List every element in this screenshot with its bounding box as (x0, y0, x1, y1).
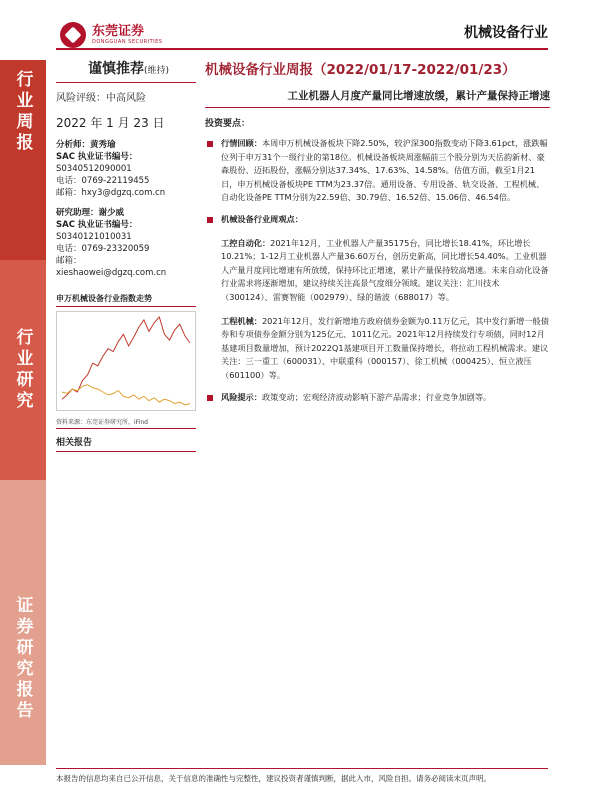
rating: 谨慎推荐(维持) (88, 61, 170, 77)
chart-frame (57, 312, 196, 411)
risk-warning: 风险提示：政策变动；宏观经济波动影响下游产品需求；行业竞争加剧等。 (205, 391, 550, 405)
market-review: 行情回顾：本周申万机械设备板块下降2.50%，较沪深300指数变动下降3.61pct，涨跌幅位列于申万31个一级行业的第18位。机械设备板块周涨幅前三个股分别为天岳韵新材、豪森股份、迈拓股份，涨幅分别达37.34%、17.63%、14.58%。估值方面，截至1月21日，申万机械设备板块PE TTM为23.37倍。通用设备、专用设备、轨交设备、工程机械、自动化设备PE TTM分别为22.59倍、30.79倍、16.52倍、15.06倍、46.54倍。 (205, 137, 550, 205)
report-title: 机械设备行业周报（2022/01/17-2022/01/23） (205, 62, 516, 78)
logo-english: DONGGUAN SECURITIES (92, 39, 163, 45)
related-reports[interactable]: 相关报告 (56, 435, 196, 452)
disclaimer: 本报告的信息均来自已公开信息，关于信息的准确性与完整性，建议投资者谨慎判断，据此入市，风险自担。请务必阅读末页声明。 (56, 774, 491, 783)
chart-series-line-1 (62, 385, 190, 405)
bullet-icon (207, 217, 213, 223)
points-heading: 投资要点： (205, 119, 251, 129)
side-band-weekly: 行业周报 (0, 60, 46, 270)
logo-name: 东莞证券 (92, 24, 145, 39)
header-divider (56, 48, 548, 50)
bullet-icon (207, 141, 213, 147)
analyst-info: 分析师：黄秀瑜 SAC 执业证书编号： S0340512090001 电话：0769-22119455 邮箱：hxy3@dgzq.com.cn (56, 139, 196, 199)
industry-tag: 机械设备行业 (464, 25, 548, 41)
assistant-info: 研究助理：谢少威 SAC 执业证书编号： S0340121010031 电话：0769-23320059 邮箱： xieshaowei@dgzq.com.cn (56, 207, 196, 279)
index-chart (56, 311, 196, 415)
footer-divider (56, 768, 548, 769)
chart-title: 申万机械设备行业指数走势 (56, 293, 196, 307)
bullet-icon (207, 395, 213, 401)
chart-source: 资料来源：东莞证券研究所，iFind (56, 417, 196, 429)
side-band-report: 证券研究报告 (0, 480, 46, 765)
analyst-email[interactable]: 邮箱：hxy3@dgzq.com.cn (56, 188, 166, 198)
left-divider (56, 82, 196, 83)
weekly-view-heading: 机械设备行业周观点： (205, 213, 550, 227)
report-date: 2022 年 1 月 23 日 (56, 116, 165, 130)
automation-para: 工控自动化：2021年12月，工业机器人产量35175台，同比增长18.41%，环比增长10.21%；1-12月工业机器人产量36.60万台，创历史新高，同比增长54.40%。工业机器人产量月度同比增速有所放缓，保持环比正增速，累计产量保持较高增速。未来自动化设备行业需求将逐渐增加，建议持续关注高景气度细分领域。建议关注：汇川技术（300124）、雷赛智能（002979）、绿的谐波（688017）等。 (221, 237, 549, 302)
machinery-para: 工程机械：2021年12月，发行新增地方政府债券金额为0.11万亿元，其中发行新增一般债券和专项债券金额分别为125亿元、1011亿元。2021年12月持续发行专项债，同时12月基建项目数量增加，预计2022Q1基建项目开工数量保持增长，将拉动工程机械需求。建议关注：三一重工（600031）、中联重科（000157）、徐工机械（000425）、恒立液压（601100）等。 (221, 315, 549, 380)
left-column (56, 54, 196, 452)
report-subtitle: 工业机器人月度产量同比增速放缓，累计产量保持正增速 (205, 88, 550, 108)
assistant-email[interactable]: xieshaowei@dgzq.com.cn (56, 268, 167, 278)
company-logo (60, 22, 162, 48)
side-band-research: 行业研究 (0, 260, 46, 480)
logo-icon (60, 22, 86, 48)
risk-level: 风险评级：中高风险 (56, 93, 146, 104)
main-content (205, 54, 550, 404)
